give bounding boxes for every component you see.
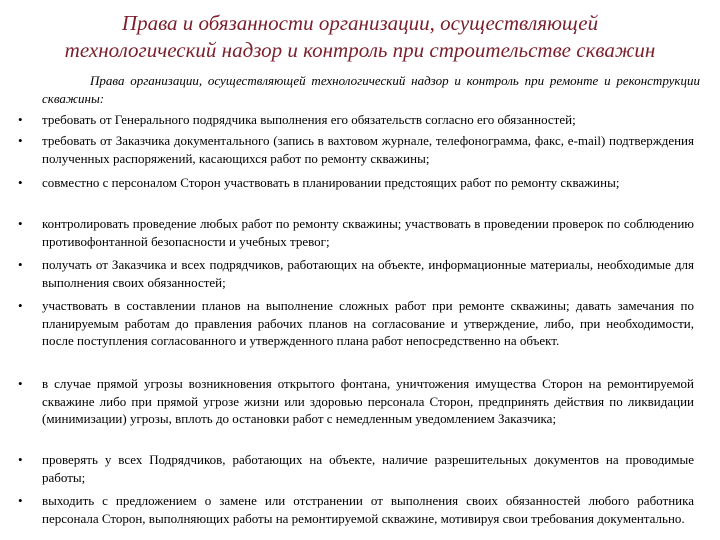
list-item-5: получать от Заказчика и всех подрядчиков, работающих на объекте, информационные материалы, необходимые для выполнения своих обязанностей; <box>42 257 694 290</box>
list-item-1: требовать от Генерального подрядчика выполнения его обязательств согласно его обязанностей; <box>42 112 576 127</box>
bullet-7: • <box>18 376 23 391</box>
slide-title <box>20 10 700 64</box>
bullet-9: • <box>18 493 23 508</box>
list-item-9: выходить с предложением о замене или отстранении от выполнения своих обязанностей любого работника персонала Сторон, выполняющих работы на ремонтируемой скважине, мотивируя свои требования документально. <box>42 493 694 526</box>
bullet-2: • <box>18 133 23 148</box>
bullet-5: • <box>18 257 23 272</box>
bullet-8: • <box>18 452 23 467</box>
title-line-2: технологический надзор и контроль при строительстве скважин <box>64 38 656 62</box>
list-item-8: проверять у всех Подрядчиков, работающих на объекте, наличие разрешительных документов на проводимые работы; <box>42 452 694 485</box>
list-item-7: в случае прямой угрозы возникновения открытого фонтана, уничтожения имущества Сторон на ремонтируемой скважине либо при прямой угрозе жизни или здоровью персонала Сторон, предпринять действия по ликвидации (минимизации) угрозы, вплоть до остановки работ с немедленным уведомлением Заказчика; <box>42 376 694 426</box>
list-item-2: требовать от Заказчика документального (запись в вахтовом журнале, телефонограмма, факс, e-mail) подтверждения полученных распоряжений, касающихся работ по ремонту скважины; <box>42 133 694 166</box>
list-item-6: участвовать в составлении планов на выполнение сложных работ при ремонте скважины; давать замечания по планируемым работам до правления рабочих планов на согласование и утверждение, либо, при необходимости, после поступления согласованного и утвержденного плана работ непосредственно на объект. <box>42 298 694 348</box>
bullet-4: • <box>18 216 23 231</box>
bullet-6: • <box>18 298 23 313</box>
list-item-3: совместно с персоналом Сторон участвовать в планировании предстоящих работ по ремонту скважины; <box>42 175 620 190</box>
title-line-1: Права и обязанности организации, осуществляющей <box>121 11 599 35</box>
bullet-3: • <box>18 175 23 190</box>
bullet-1: • <box>18 112 23 127</box>
list-item-4: контролировать проведение любых работ по ремонту скважины; участвовать в проведении проверок по соблюдению противофонтанной безопасности и учебных тревог; <box>42 216 694 249</box>
intro-heading: Права организации, осуществляющей технологический надзор и контроль при ремонте и реконструкции скважины: <box>42 73 700 106</box>
